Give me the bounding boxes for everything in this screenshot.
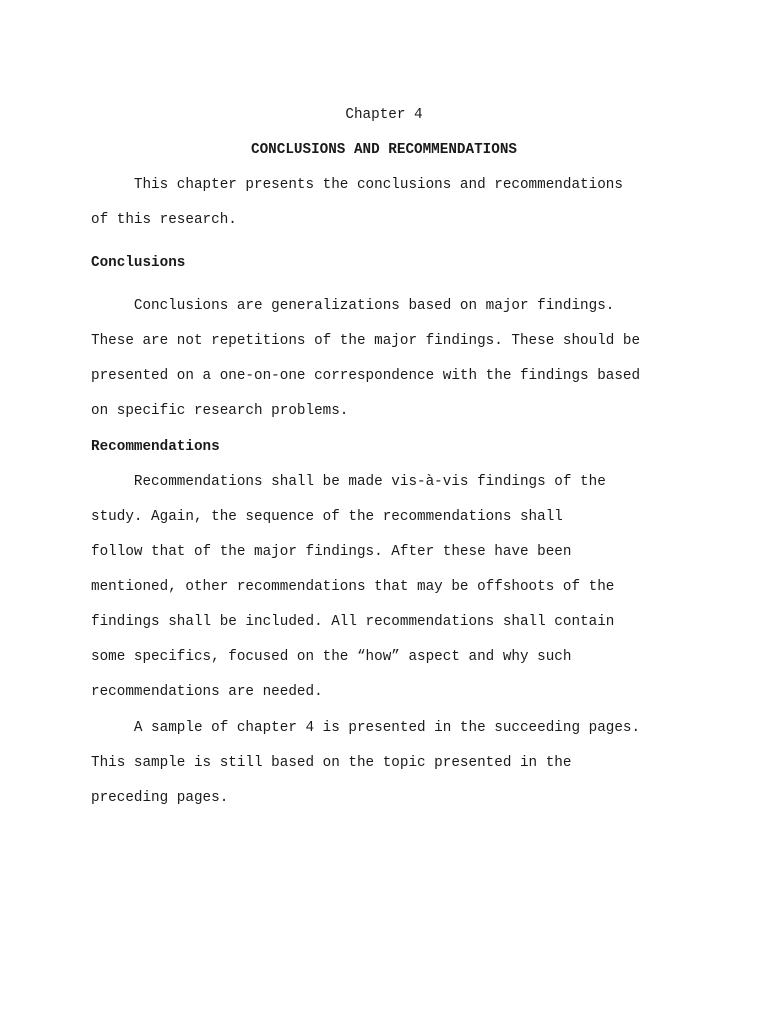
recommendations-heading: Recommendations <box>91 439 220 455</box>
intro-line: This chapter presents the conclusions and recommendations <box>91 177 623 193</box>
conclusions-heading: Conclusions <box>91 255 186 271</box>
recommendations-line: follow that of the major findings. After these have been <box>91 544 572 560</box>
recommendations-line: mentioned, other recommendations that may be offshoots of the <box>91 579 615 595</box>
closing-line: preceding pages. <box>91 790 229 806</box>
recommendations-line: study. Again, the sequence of the recommendations shall <box>91 509 563 525</box>
recommendations-line: findings shall be included. All recommendations shall contain <box>91 614 615 630</box>
conclusions-line: These are not repetitions of the major findings. These should be <box>91 333 641 349</box>
recommendations-line: some specifics, focused on the “how” aspect and why such <box>91 649 572 665</box>
recommendations-line: recommendations are needed. <box>91 684 323 700</box>
conclusions-line: presented on a one-on-one correspondence with the findings based <box>91 368 641 384</box>
closing-line: A sample of chapter 4 is presented in the succeeding pages. <box>91 720 641 736</box>
chapter-title: CONCLUSIONS AND RECOMMENDATIONS <box>251 142 517 158</box>
chapter-label: Chapter 4 <box>345 107 423 123</box>
closing-line: This sample is still based on the topic presented in the <box>91 755 572 771</box>
intro-line: of this research. <box>91 212 237 228</box>
recommendations-line: Recommendations shall be made vis-à-vis findings of the <box>91 474 606 490</box>
conclusions-line: on specific research problems. <box>91 403 349 419</box>
conclusions-line: Conclusions are generalizations based on major findings. <box>91 298 615 314</box>
